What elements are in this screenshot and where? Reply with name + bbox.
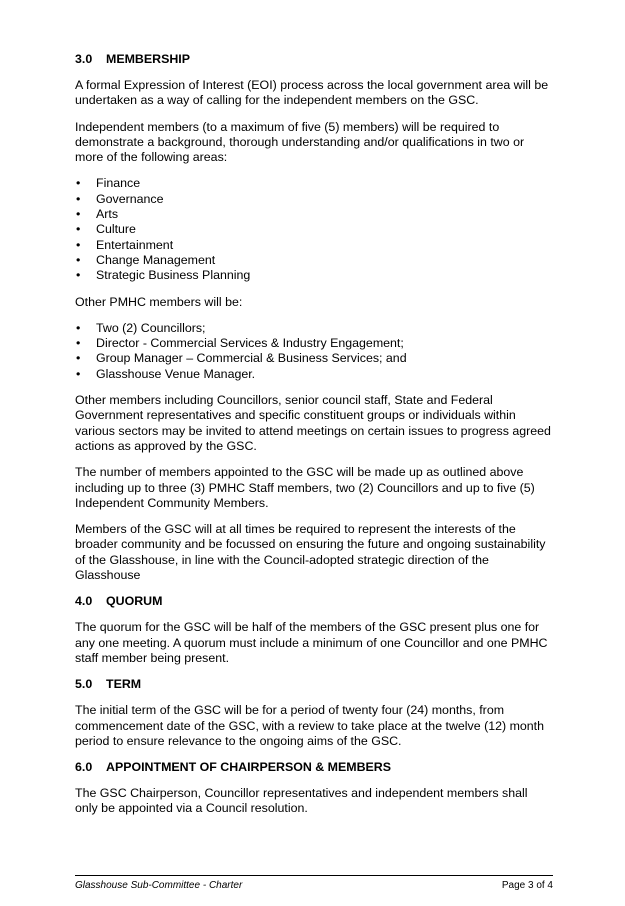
paragraph: Other PMHC members will be: xyxy=(75,294,243,309)
page-footer xyxy=(75,875,553,891)
list-item: • Director - Commercial Services & Industry Engagement; xyxy=(75,336,553,351)
list-item: • Governance xyxy=(75,192,553,207)
section-heading-quorum: 4.0 QUORUM xyxy=(75,594,163,609)
section-heading-membership: 3.0 MEMBERSHIP xyxy=(75,52,190,66)
list-item: • Strategic Business Planning xyxy=(75,268,553,283)
list-item: • Glasshouse Venue Manager. xyxy=(75,367,553,382)
section-heading-appointment: 6.0 APPOINTMENT OF CHAIRPERSON & MEMBERS xyxy=(75,760,391,775)
footer-title: Glasshouse Sub-Committee - Charter xyxy=(75,880,243,891)
page-number: Page 3 of 4 xyxy=(501,880,553,891)
list-item: • Entertainment xyxy=(75,238,553,253)
paragraph: The quorum for the GSC will be half of the members of the GSC present plus one for any one meeting. A quorum must include a minimum of one Councillor and one PMHC staff member being present. xyxy=(75,620,548,665)
pmhc-members-list xyxy=(75,321,553,382)
list-item: • Change Management xyxy=(75,253,553,268)
paragraph: The GSC Chairperson, Councillor representatives and independent members shall only be appointed via a Council resolution. xyxy=(75,786,528,816)
paragraph: Members of the GSC will at all times be required to represent the interests of the broader community and be focussed on ensuring the future and ongoing sustainability of the Glasshouse, in line with the Council-adopted strategic direction of the Glasshouse xyxy=(75,522,546,583)
list-item: • Group Manager – Commercial & Business Services; and xyxy=(75,351,553,366)
paragraph: A formal Expression of Interest (EOI) process across the local government area will be undertaken as a way of calling for the independent members on the GSC. xyxy=(75,78,549,108)
paragraph: The number of members appointed to the GSC will be made up as outlined above including up to three (3) PMHC Staff members, two (2) Councillors and up to five (5) Independent Community Members. xyxy=(75,465,535,510)
list-item: • Arts xyxy=(75,207,553,222)
document-page xyxy=(75,52,553,828)
paragraph: Independent members (to a maximum of five (5) members) will be required to demonstrate a background, thorough understanding and/or qualifications in two or more of the following areas: xyxy=(75,119,525,165)
section-heading-term: 5.0 TERM xyxy=(75,677,142,692)
areas-list xyxy=(75,176,553,283)
paragraph: Other members including Councillors, senior council staff, State and Federal Government representatives and specific constituent groups or individuals within various sectors may be invited to attend meetings on certain issues to progress agreed actions as approved by the GSC. xyxy=(75,393,551,453)
list-item: • Culture xyxy=(75,222,553,237)
paragraph: The initial term of the GSC will be for a period of twenty four (24) months, from commencement date of the GSC, with a review to take place at the twelve (12) month period to ensure relevance to the ongoing aims of the GSC. xyxy=(75,703,545,748)
list-item: • Finance xyxy=(75,176,553,191)
list-item: • Two (2) Councillors; xyxy=(75,321,553,336)
